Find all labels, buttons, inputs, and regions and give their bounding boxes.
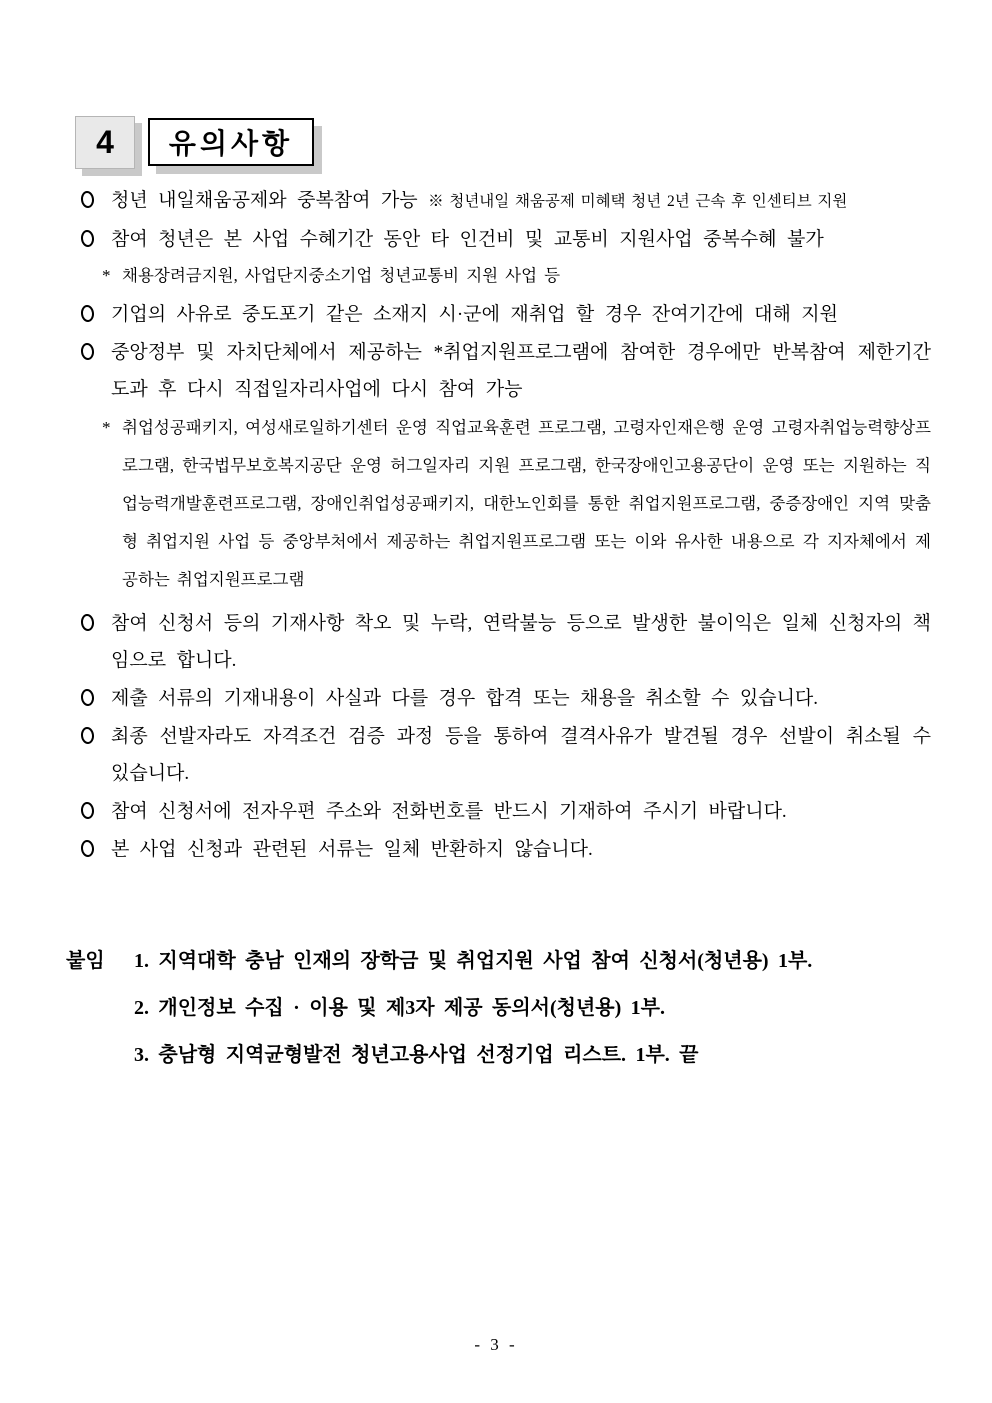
notice-item	[75, 680, 931, 717]
circle-bullet-icon	[80, 688, 95, 706]
notice-item	[75, 221, 931, 258]
notice-subnote-text: 취업성공패키지, 여성새로일하기센터 운영 직업교육훈련 프로그램, 고령자인재은행 운영 고령자취업능력향상프로그램, 한국법무보호복지공단 운영 허그일자리 지원 프로그램, 한국장애인고용공단이 운영 또는 지원하는 직업능력개발훈련프로그램, 장애인취업성공패키지, 대한노인회를 통한 취업지원프로그램, 중증장애인 지역 맞춤형 취업지원 사업 등 중앙부처에서 제공하는 취업지원프로그램 또는 이와 유사한 내용으로 각 지자체에서 제공하는 취업지원프로그램	[122, 418, 931, 589]
attachment-row	[66, 1032, 936, 1079]
section-title: 유의사항	[168, 128, 294, 159]
circle-bullet-icon	[80, 190, 95, 208]
circle-bullet-icon	[80, 342, 95, 360]
page-number: - 3 -	[474, 1335, 518, 1354]
attachments-label: 붙임	[66, 950, 105, 972]
notice-item	[75, 296, 931, 333]
asterisk-marker: *	[102, 418, 111, 437]
notice-item-inline-note: ※ 청년내일 채움공제 미혜택 청년 2년 근속 후 인센티브 지원	[428, 193, 848, 210]
attachment-item: 1. 지역대학 충남 인재의 장학금 및 취업지원 사업 참여 신청서(청년용) 1부.	[134, 950, 813, 972]
section-header	[75, 116, 314, 169]
attachment-item: 3. 충남형 지역균형발전 청년고용사업 선정기업 리스트. 1부. 끝	[134, 1044, 699, 1066]
circle-bullet-icon	[80, 304, 95, 322]
notice-item-text: 기업의 사유로 중도포기 같은 소재지 시·군에 재취업 할 경우 잔여기간에 대해 지원	[111, 304, 838, 325]
notice-item-text: 중앙정부 및 자치단체에서 제공하는 *취업지원프로그램에 참여한 경우에만 반복참여 제한기간 도과 후 다시 직접일자리사업에 다시 참여 가능	[111, 342, 931, 400]
notice-subnote	[75, 259, 931, 293]
notice-subnote	[75, 409, 931, 599]
attachment-row	[66, 985, 936, 1032]
circle-bullet-icon	[80, 801, 95, 819]
notice-item-text: 참여 신청서에 전자우편 주소와 전화번호를 반드시 기재하여 주시기 바랍니다.	[111, 801, 787, 822]
attachment-item: 2. 개인정보 수집 · 이용 및 제3자 제공 동의서(청년용) 1부.	[134, 997, 665, 1019]
notice-item-text: 최종 선발자라도 자격조건 검증 과정 등을 통하여 결격사유가 발견될 경우 선발이 취소될 수 있습니다.	[111, 726, 931, 784]
notice-item	[75, 793, 931, 830]
notice-list	[75, 182, 931, 869]
notice-item	[75, 182, 931, 220]
asterisk-marker: *	[102, 266, 111, 285]
circle-bullet-icon	[80, 229, 95, 247]
circle-bullet-icon	[80, 726, 95, 744]
attachment-row	[66, 938, 936, 985]
notice-item	[75, 831, 931, 868]
notice-item-text: 제출 서류의 기재내용이 사실과 다를 경우 합격 또는 채용을 취소할 수 있습니다.	[111, 688, 819, 709]
notice-item-text: 참여 청년은 본 사업 수혜기간 동안 타 인건비 및 교통비 지원사업 중복수혜 불가	[111, 229, 824, 250]
section-number-box	[75, 116, 135, 169]
notice-item	[75, 605, 931, 679]
notice-item-text: 참여 신청서 등의 기재사항 착오 및 누락, 연락불능 등으로 발생한 불이익은 일체 신청자의 책임으로 합니다.	[111, 613, 931, 671]
notice-item	[75, 334, 931, 408]
circle-bullet-icon	[80, 613, 95, 631]
notice-item-text: 본 사업 신청과 관련된 서류는 일체 반환하지 않습니다.	[111, 839, 593, 860]
circle-bullet-icon	[80, 839, 95, 857]
notice-item-text: 청년 내일채움공제와 중복참여 가능	[111, 190, 418, 211]
section-number: 4	[96, 124, 114, 160]
notice-item	[75, 718, 931, 792]
section-title-box	[148, 118, 314, 166]
notice-subnote-text: 채용장려금지원, 사업단지중소기업 청년교통비 지원 사업 등	[122, 266, 561, 285]
attachments-section	[66, 938, 936, 1079]
